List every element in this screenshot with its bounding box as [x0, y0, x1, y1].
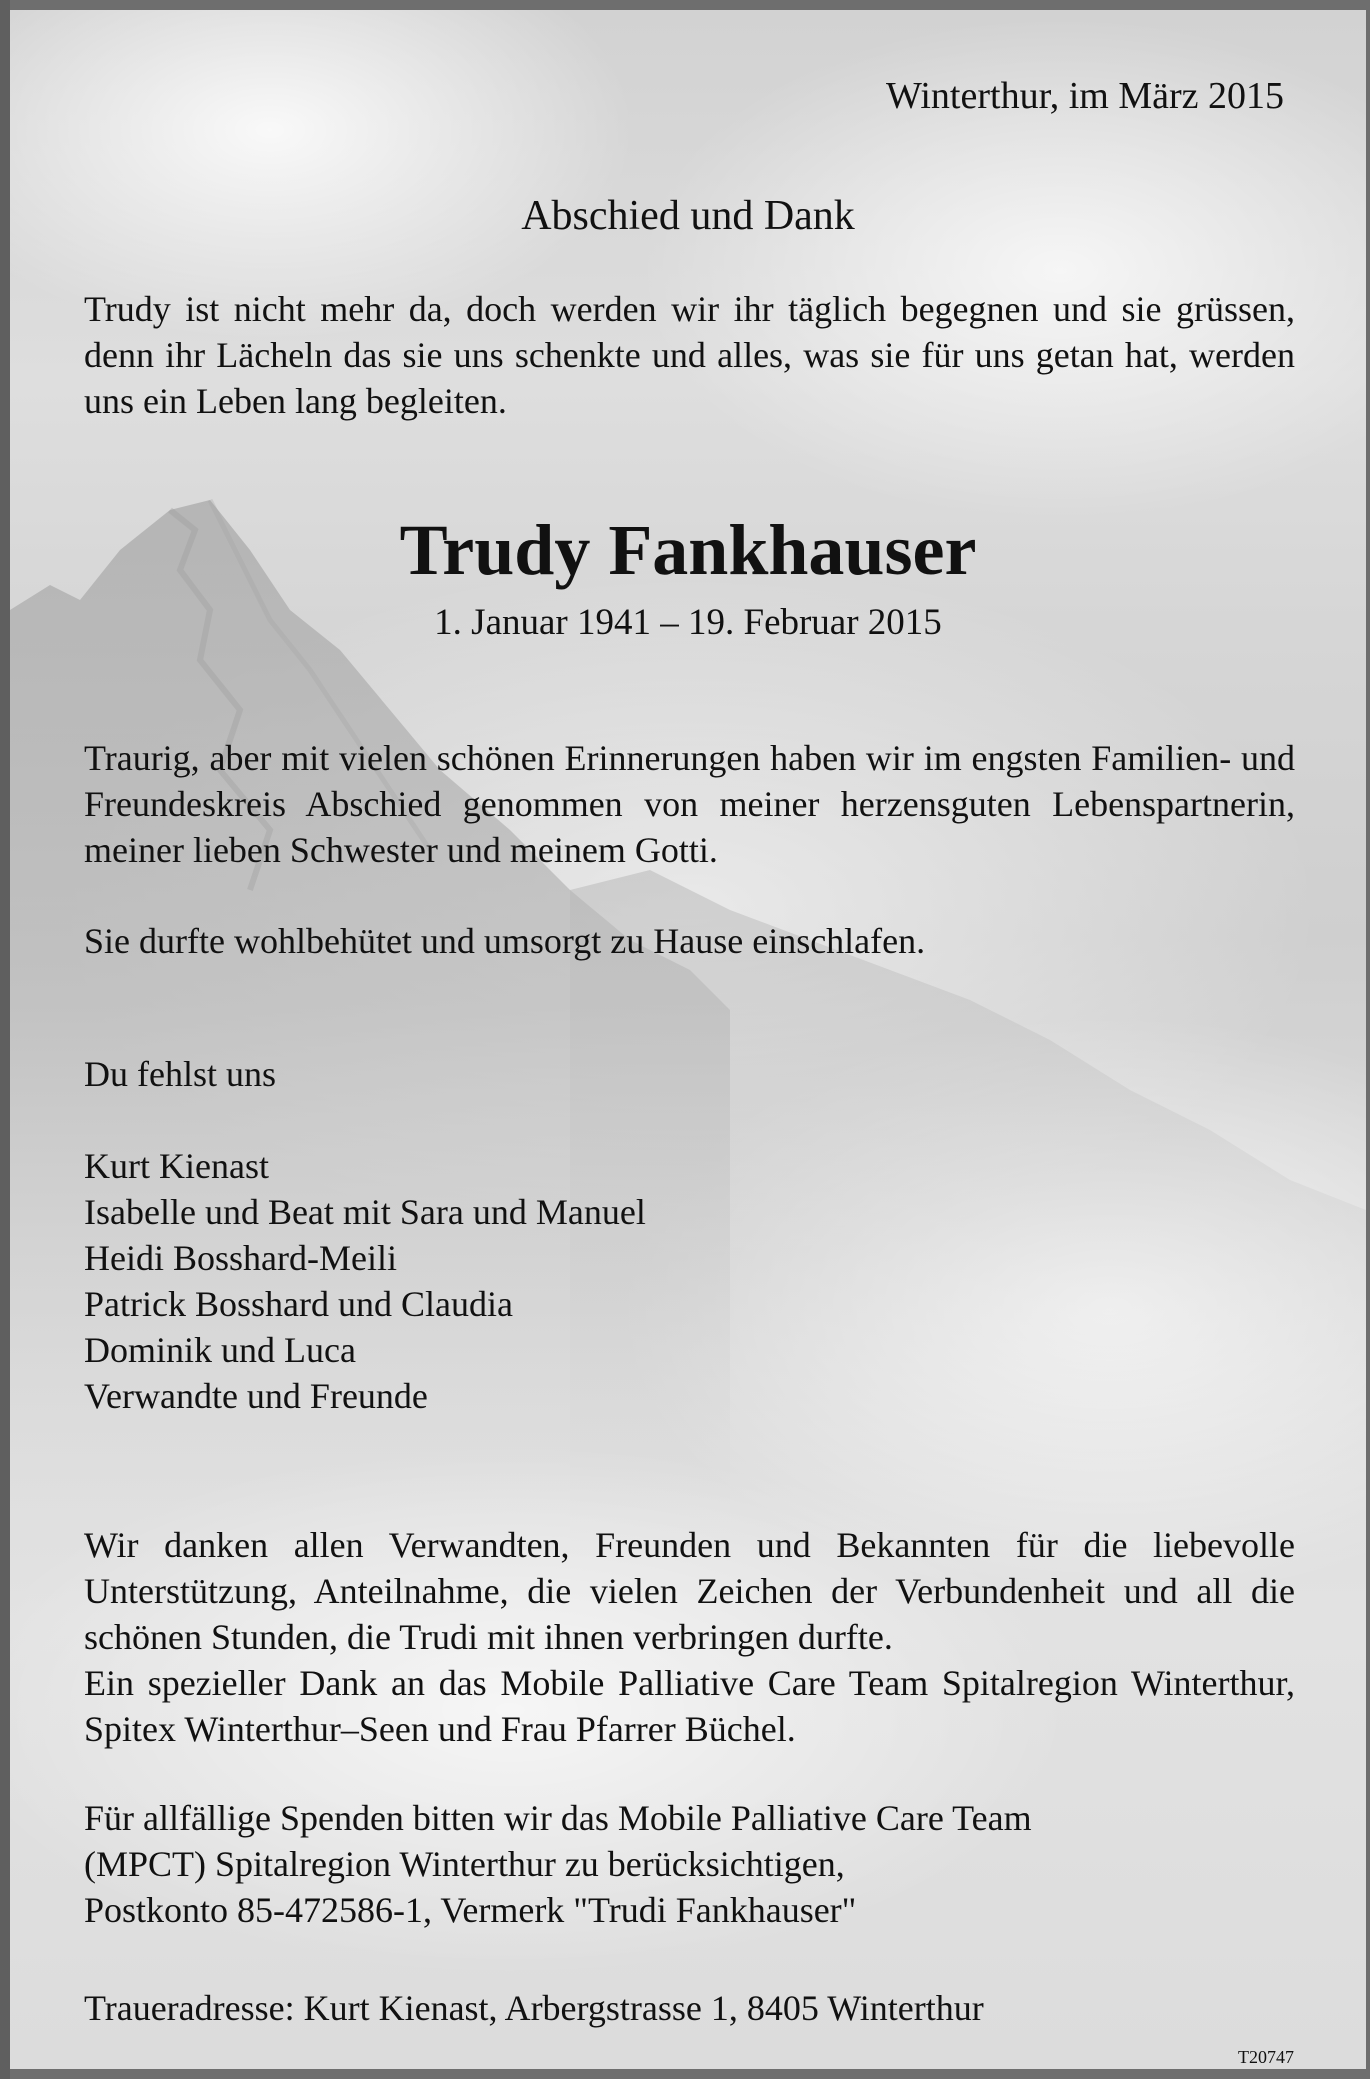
obituary-notice	[10, 10, 1366, 2069]
thanks-paragraph: Wir danken allen Verwandten, Freunden und Bekannten für die liebevolle Unterstützung, Anteilnahme, die vielen Zeichen der Verbundenheit und all die schönen Stunden, die Trudi mit ihnen verbringen durfte.	[84, 1525, 1295, 1657]
place-and-date: Winterthur, im März 2015	[886, 75, 1284, 117]
special-thanks-paragraph: Ein spezieller Dank an das Mobile Palliative Care Team Spitalregion Winterthur, Spitex Winterthur–Seen und Frau Pfarrer Büchel.	[84, 1663, 1295, 1749]
donation-line: Für allfällige Spenden bitten wir das Mobile Palliative Care Team	[84, 1798, 1032, 1838]
life-dates: 1. Januar 1941 – 19. Februar 2015	[434, 602, 942, 643]
page-edge	[0, 0, 10, 2079]
intro-paragraph: Trudy ist nicht mehr da, doch werden wir ihr täglich begegnen und sie grüssen, denn ihr Lächeln das sie uns schenkte und alles, was sie für uns getan hat, werden uns ein Leben lang begleiten.	[84, 289, 1295, 421]
donation-line: Postkonto 85-472586-1, Vermerk "Trudi Fankhauser"	[84, 1890, 857, 1930]
donation-block	[84, 1795, 1032, 1933]
mourner-entry: Kurt Kienast	[84, 1146, 269, 1186]
donation-line: (MPCT) Spitalregion Winterthur zu berücksichtigen,	[84, 1844, 845, 1884]
passing-sentence: Sie durfte wohlbehütet und umsorgt zu Hause einschlafen.	[84, 921, 926, 961]
reference-code: T20747	[1238, 2047, 1294, 2067]
mourner-entry: Dominik und Luca	[84, 1330, 356, 1370]
thanks-block	[84, 1522, 1295, 1752]
mourner-entry: Isabelle und Beat mit Sara und Manuel	[84, 1192, 646, 1232]
mourner-entry: Patrick Bosshard und Claudia	[84, 1284, 513, 1324]
notice-heading: Abschied und Dank	[521, 193, 855, 239]
mourning-address: Traueradresse: Kurt Kienast, Arbergstrasse 1, 8405 Winterthur	[84, 1988, 984, 2028]
mourners-list	[84, 1143, 646, 1419]
deceased-name: Trudy Fankhauser	[399, 510, 977, 590]
missed-line: Du fehlst uns	[84, 1054, 276, 1094]
farewell-paragraph: Traurig, aber mit vielen schönen Erinnerungen haben wir im engsten Familien- und Freundeskreis Abschied genommen von meiner herzensguten Lebenspartnerin, meiner lieben Schwester und meinem Gotti.	[84, 738, 1295, 870]
mourner-entry: Verwandte und Freunde	[84, 1376, 428, 1416]
mourner-entry: Heidi Bosshard-Meili	[84, 1238, 397, 1278]
